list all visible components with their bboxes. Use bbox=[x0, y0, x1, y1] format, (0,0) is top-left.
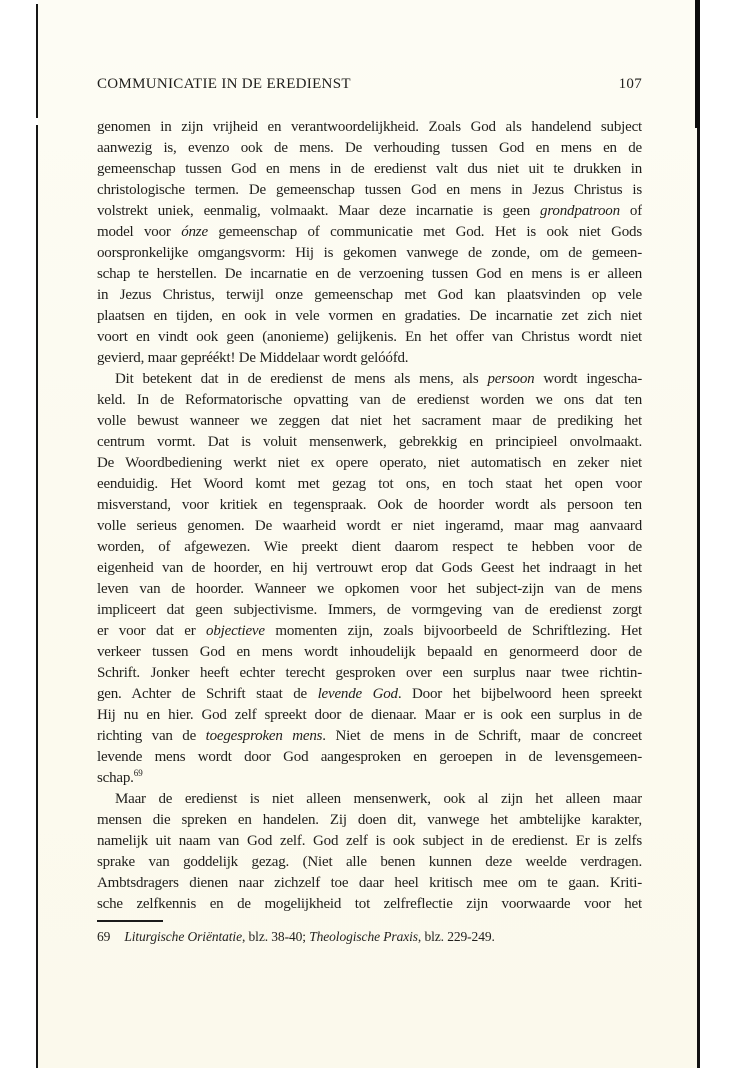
text-line: misverstand, voor kritiek en tegenspraak. Ook de hoorder wordt als persoon ten bbox=[97, 497, 642, 513]
text-line: levende mens wordt door God aangesproken en geroepen in de levensgemeen- bbox=[97, 749, 642, 765]
text-line: gevierd, maar gepréékt! De Middelaar wordt gelóófd. bbox=[97, 350, 409, 366]
text-line: richting van de toegesproken mens. Niet de mens in de Schrift, maar de concreet bbox=[97, 728, 642, 744]
text-line: er voor dat er objectieve momenten zijn, zoals bijvoorbeeld de Schriftlezing. Het bbox=[97, 623, 642, 639]
text-line: christologische termen. De gemeenschap tussen God en mens in Jezus Christus is bbox=[97, 182, 642, 198]
text-line: gemeenschap tussen God en mens in de eredienst valt dus niet uit te drukken in bbox=[97, 161, 642, 177]
text-line: voort en vindt ook geen (anonieme) gelijkenis. En het offer van Christus wordt niet bbox=[97, 329, 642, 345]
text-line: schap.$^{69}$ bbox=[97, 768, 143, 786]
text-line: gen. Achter de Schrift staat de levende God. Door het bijbelwoord heen spreekt bbox=[97, 686, 642, 702]
text-line: mensen die spreken en handelen. Zij doen dit, vanwege het ambtelijke karakter, bbox=[97, 812, 642, 828]
text-line: Maar de eredienst is niet alleen mensenwerk, ook al zijn het alleen maar bbox=[115, 791, 642, 807]
body-text bbox=[97, 117, 642, 915]
text-line: verkeer tussen God en mens wordt inhoudelijk bepaald en genormeerd door de bbox=[97, 644, 642, 660]
text-line: genomen in zijn vrijheid en verantwoordelijkheid. Zoals God als handelend subject bbox=[97, 119, 642, 135]
page-number: 107 bbox=[618, 76, 642, 92]
right-scan-edge-line-thick bbox=[695, 0, 700, 128]
text-line: aanwezig is, evenzo ook de mens. De verhouding tussen God en mens en de bbox=[97, 140, 642, 156]
paragraph bbox=[97, 789, 642, 915]
footnote-number: 69 bbox=[97, 929, 111, 944]
text-line: leven van de hoorder. Wanneer we opkomen voor het subject-zijn van de mens bbox=[97, 581, 642, 597]
text-line: namelijk uit naam van God zelf. God zelf is ook subject in de eredienst. Er is zelfs bbox=[97, 833, 642, 849]
text-line: eenduidig. Het Woord komt met gezag tot ons, en toch staat het open voor bbox=[97, 476, 642, 492]
text-line: Schrift. Jonker heeft echter terecht gesproken over een surplus naar twee richtin- bbox=[97, 665, 642, 681]
left-scan-edge-line bbox=[36, 125, 38, 1068]
running-header bbox=[97, 76, 642, 93]
running-header-title: COMMUNICATIE IN DE EREDIENST bbox=[97, 76, 351, 92]
paragraph bbox=[97, 117, 642, 369]
text-line: Hij nu en hier. God zelf spreekt door de dienaar. Maar er is ook een surplus in de bbox=[97, 707, 642, 723]
text-line: volle serieus genomen. De waarheid wordt er niet ingeramd, maar mag aanvaard bbox=[97, 518, 642, 534]
text-line: volle bewust wanneer we zeggen dat niet het sacrament maar de prediking het bbox=[97, 413, 642, 429]
text-line: in Jezus Christus, terwijl onze gemeenschap met God kan plaatsvinden op vele bbox=[97, 287, 642, 303]
text-line: plaatsen en tijden, en ook in vele vormen en gradaties. De incarnatie zet zich niet bbox=[97, 308, 642, 324]
text-line: eigenheid van de hoorder, en hij vertrouwt erop dat Gods Geest het indraagt in het bbox=[97, 560, 642, 576]
text-line: Dit betekent dat in de eredienst de mens als mens, als persoon wordt ingescha- bbox=[115, 371, 642, 387]
text-line: impliceert dat geen subjectivisme. Immers, de vormgeving van de eredienst zorgt bbox=[97, 602, 642, 618]
left-scan-edge-line bbox=[36, 4, 38, 118]
footnote-text: Liturgische Oriëntatie, blz. 38-40; Theologische Praxis, blz. 229-249. bbox=[124, 929, 495, 944]
text-line: model voor ónze gemeenschap of communicatie met God. Het is ook niet Gods bbox=[97, 224, 642, 240]
footnote bbox=[97, 928, 642, 945]
text-line: volstrekt uniek, eenmalig, volmaakt. Maar deze incarnatie is geen grondpatroon of bbox=[97, 203, 642, 219]
text-line: Ambtsdragers dienen naar zichzelf toe daar heel kritisch mee om te gaan. Kriti- bbox=[97, 875, 642, 891]
right-scan-edge-line bbox=[697, 0, 700, 1068]
text-line: keld. In de Reformatorische opvatting van de eredienst worden we ons dat ten bbox=[97, 392, 642, 408]
text-line: schap te herstellen. De incarnatie en de verzoening tussen God en mens is er alleen bbox=[97, 266, 642, 282]
text-line: De Woordbediening werkt niet ex opere operato, niet automatisch en zeker niet bbox=[97, 455, 642, 471]
paragraph bbox=[97, 369, 642, 789]
text-line: sche zelfkennis en de mogelijkheid tot zelfreflectie zijn voorwaarde voor het bbox=[97, 896, 642, 912]
text-line: centrum vormt. Dat is voluit mensenwerk, gebrekkig en principieel onvolmaakt. bbox=[97, 434, 642, 450]
footnote-rule bbox=[97, 920, 163, 922]
text-line: sprake van goddelijk gezag. (Niet alle benen kunnen deze weelde verdragen. bbox=[97, 854, 642, 870]
text-line: worden, of afgewezen. Wie preekt dient daarom respect te hebben voor de bbox=[97, 539, 642, 555]
text-line: oorspronkelijke omgangsvorm: Hij is gekomen vanwege de zonde, om de gemeen- bbox=[97, 245, 642, 261]
